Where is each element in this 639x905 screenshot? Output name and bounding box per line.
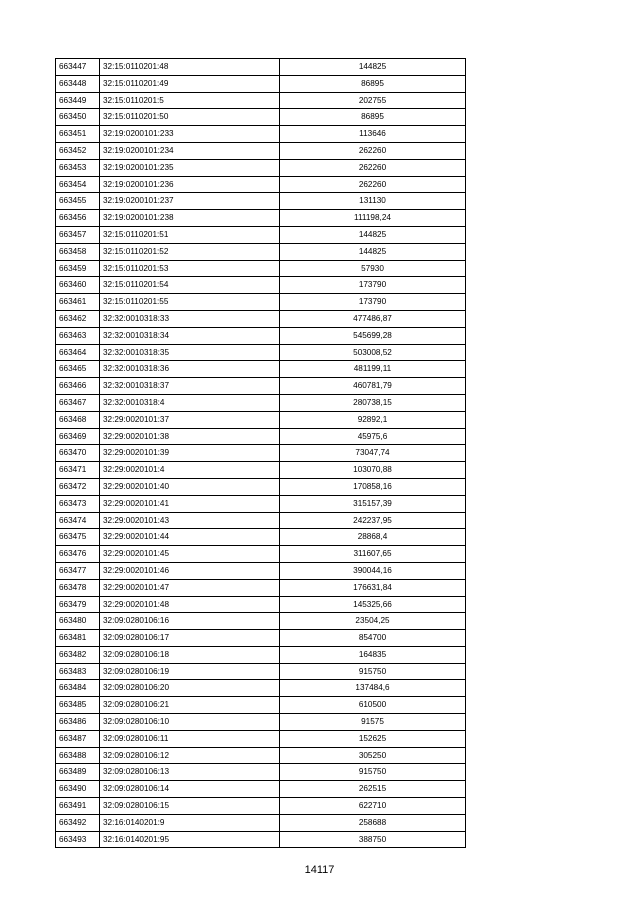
row-id-cell: 663460: [56, 277, 100, 294]
row-id-cell: 663493: [56, 831, 100, 848]
table-row: [56, 193, 466, 210]
value-cell: 460781,79: [280, 378, 466, 395]
value-cell: 145325,66: [280, 596, 466, 613]
row-id-cell: 663458: [56, 243, 100, 260]
value-cell: 262260: [280, 142, 466, 159]
value-cell: 144825: [280, 226, 466, 243]
cadastral-number-cell: 32:29:0020101:41: [100, 495, 280, 512]
cadastral-number-cell: 32:19:0200101:236: [100, 176, 280, 193]
cadastral-value-table: [55, 58, 466, 848]
cadastral-number-cell: 32:29:0020101:48: [100, 596, 280, 613]
table-row: [56, 210, 466, 227]
row-id-cell: 663453: [56, 159, 100, 176]
value-cell: 57930: [280, 260, 466, 277]
cadastral-number-cell: 32:09:0280106:21: [100, 697, 280, 714]
value-cell: 258688: [280, 814, 466, 831]
row-id-cell: 663448: [56, 75, 100, 92]
value-cell: 173790: [280, 277, 466, 294]
row-id-cell: 663459: [56, 260, 100, 277]
row-id-cell: 663491: [56, 798, 100, 815]
row-id-cell: 663451: [56, 126, 100, 143]
row-id-cell: 663485: [56, 697, 100, 714]
table-row: [56, 277, 466, 294]
table-row: [56, 495, 466, 512]
row-id-cell: 663462: [56, 310, 100, 327]
cadastral-number-cell: 32:29:0020101:45: [100, 546, 280, 563]
cadastral-number-cell: 32:09:0280106:16: [100, 613, 280, 630]
row-id-cell: 663450: [56, 109, 100, 126]
row-id-cell: 663471: [56, 462, 100, 479]
table-row: [56, 428, 466, 445]
cadastral-number-cell: 32:15:0110201:52: [100, 243, 280, 260]
value-cell: 73047,74: [280, 445, 466, 462]
cadastral-number-cell: 32:19:0200101:235: [100, 159, 280, 176]
cadastral-number-cell: 32:09:0280106:12: [100, 747, 280, 764]
table-row: [56, 462, 466, 479]
cadastral-number-cell: 32:09:0280106:17: [100, 630, 280, 647]
value-cell: 481199,11: [280, 361, 466, 378]
row-id-cell: 663470: [56, 445, 100, 462]
value-cell: 503008,52: [280, 344, 466, 361]
row-id-cell: 663492: [56, 814, 100, 831]
cadastral-number-cell: 32:32:0010318:36: [100, 361, 280, 378]
cadastral-number-cell: 32:15:0110201:48: [100, 59, 280, 76]
value-cell: 477486,87: [280, 310, 466, 327]
cadastral-number-cell: 32:15:0110201:5: [100, 92, 280, 109]
table-row: [56, 630, 466, 647]
value-cell: 164835: [280, 646, 466, 663]
table-row: [56, 394, 466, 411]
value-cell: 854700: [280, 630, 466, 647]
row-id-cell: 663473: [56, 495, 100, 512]
cadastral-number-cell: 32:29:0020101:44: [100, 529, 280, 546]
cadastral-number-cell: 32:19:0200101:233: [100, 126, 280, 143]
row-id-cell: 663447: [56, 59, 100, 76]
row-id-cell: 663456: [56, 210, 100, 227]
table-row: [56, 781, 466, 798]
table-row: [56, 814, 466, 831]
value-cell: 92892,1: [280, 411, 466, 428]
value-cell: 91575: [280, 714, 466, 731]
cadastral-number-cell: 32:32:0010318:35: [100, 344, 280, 361]
row-id-cell: 663472: [56, 478, 100, 495]
value-cell: 915750: [280, 764, 466, 781]
table-row: [56, 260, 466, 277]
value-cell: 131130: [280, 193, 466, 210]
row-id-cell: 663467: [56, 394, 100, 411]
table-row: [56, 764, 466, 781]
table-row: [56, 831, 466, 848]
table-row: [56, 411, 466, 428]
table-row: [56, 109, 466, 126]
cadastral-number-cell: 32:09:0280106:10: [100, 714, 280, 731]
page-number: 14117: [304, 864, 335, 876]
row-id-cell: 663466: [56, 378, 100, 395]
cadastral-number-cell: 32:15:0110201:55: [100, 294, 280, 311]
table-row: [56, 596, 466, 613]
value-cell: 311607,65: [280, 546, 466, 563]
value-cell: 23504,25: [280, 613, 466, 630]
table-row: [56, 344, 466, 361]
table-row: [56, 310, 466, 327]
table-row: [56, 294, 466, 311]
cadastral-number-cell: 32:32:0010318:34: [100, 327, 280, 344]
table-row: [56, 478, 466, 495]
value-cell: 45975,6: [280, 428, 466, 445]
row-id-cell: 663488: [56, 747, 100, 764]
cadastral-number-cell: 32:19:0200101:237: [100, 193, 280, 210]
row-id-cell: 663474: [56, 512, 100, 529]
value-cell: 170858,16: [280, 478, 466, 495]
table-row: [56, 361, 466, 378]
value-cell: 111198,24: [280, 210, 466, 227]
cadastral-number-cell: 32:15:0110201:51: [100, 226, 280, 243]
row-id-cell: 663487: [56, 730, 100, 747]
row-id-cell: 663482: [56, 646, 100, 663]
value-cell: 144825: [280, 59, 466, 76]
table-row: [56, 378, 466, 395]
row-id-cell: 663457: [56, 226, 100, 243]
table-row: [56, 798, 466, 815]
table-row: [56, 562, 466, 579]
row-id-cell: 663480: [56, 613, 100, 630]
value-cell: 262515: [280, 781, 466, 798]
cadastral-number-cell: 32:09:0280106:13: [100, 764, 280, 781]
value-cell: 262260: [280, 159, 466, 176]
value-cell: 545699,28: [280, 327, 466, 344]
value-cell: 280738,15: [280, 394, 466, 411]
value-cell: 610500: [280, 697, 466, 714]
table-body: [56, 59, 466, 848]
cadastral-number-cell: 32:29:0020101:38: [100, 428, 280, 445]
row-id-cell: 663476: [56, 546, 100, 563]
value-cell: 242237,95: [280, 512, 466, 529]
table-row: [56, 445, 466, 462]
table-row: [56, 327, 466, 344]
cadastral-number-cell: 32:15:0110201:53: [100, 260, 280, 277]
table-row: [56, 613, 466, 630]
table-row: [56, 579, 466, 596]
row-id-cell: 663454: [56, 176, 100, 193]
cadastral-number-cell: 32:19:0200101:238: [100, 210, 280, 227]
value-cell: 915750: [280, 663, 466, 680]
cadastral-number-cell: 32:15:0110201:49: [100, 75, 280, 92]
row-id-cell: 663463: [56, 327, 100, 344]
row-id-cell: 663484: [56, 680, 100, 697]
cadastral-number-cell: 32:29:0020101:40: [100, 478, 280, 495]
table-row: [56, 512, 466, 529]
value-cell: 103070,88: [280, 462, 466, 479]
table-row: [56, 142, 466, 159]
value-cell: 622710: [280, 798, 466, 815]
cadastral-number-cell: 32:32:0010318:4: [100, 394, 280, 411]
row-id-cell: 663486: [56, 714, 100, 731]
row-id-cell: 663464: [56, 344, 100, 361]
cadastral-number-cell: 32:29:0020101:46: [100, 562, 280, 579]
cadastral-number-cell: 32:32:0010318:37: [100, 378, 280, 395]
table-row: [56, 126, 466, 143]
cadastral-number-cell: 32:29:0020101:4: [100, 462, 280, 479]
value-cell: 86895: [280, 109, 466, 126]
row-id-cell: 663489: [56, 764, 100, 781]
value-cell: 152625: [280, 730, 466, 747]
value-cell: 144825: [280, 243, 466, 260]
row-id-cell: 663465: [56, 361, 100, 378]
value-cell: 113646: [280, 126, 466, 143]
value-cell: 390044,16: [280, 562, 466, 579]
row-id-cell: 663479: [56, 596, 100, 613]
table-row: [56, 697, 466, 714]
row-id-cell: 663452: [56, 142, 100, 159]
cadastral-number-cell: 32:09:0280106:18: [100, 646, 280, 663]
row-id-cell: 663461: [56, 294, 100, 311]
cadastral-number-cell: 32:29:0020101:43: [100, 512, 280, 529]
cadastral-number-cell: 32:09:0280106:20: [100, 680, 280, 697]
table-row: [56, 226, 466, 243]
value-cell: 315157,39: [280, 495, 466, 512]
cadastral-number-cell: 32:19:0200101:234: [100, 142, 280, 159]
value-cell: 176631,84: [280, 579, 466, 596]
table-row: [56, 663, 466, 680]
cadastral-number-cell: 32:29:0020101:47: [100, 579, 280, 596]
row-id-cell: 663449: [56, 92, 100, 109]
cadastral-number-cell: 32:15:0110201:54: [100, 277, 280, 294]
table-row: [56, 243, 466, 260]
table-row: [56, 59, 466, 76]
table-row: [56, 680, 466, 697]
row-id-cell: 663455: [56, 193, 100, 210]
cadastral-number-cell: 32:29:0020101:37: [100, 411, 280, 428]
table-row: [56, 714, 466, 731]
table-row: [56, 176, 466, 193]
cadastral-number-cell: 32:09:0280106:11: [100, 730, 280, 747]
cadastral-number-cell: 32:16:0140201:9: [100, 814, 280, 831]
table-row: [56, 529, 466, 546]
table-row: [56, 159, 466, 176]
cadastral-number-cell: 32:32:0010318:33: [100, 310, 280, 327]
value-cell: 262260: [280, 176, 466, 193]
cadastral-number-cell: 32:09:0280106:15: [100, 798, 280, 815]
table-row: [56, 730, 466, 747]
row-id-cell: 663468: [56, 411, 100, 428]
row-id-cell: 663490: [56, 781, 100, 798]
table-row: [56, 646, 466, 663]
cadastral-number-cell: 32:29:0020101:39: [100, 445, 280, 462]
value-cell: 388750: [280, 831, 466, 848]
value-cell: 305250: [280, 747, 466, 764]
table-row: [56, 546, 466, 563]
cadastral-number-cell: 32:09:0280106:19: [100, 663, 280, 680]
cadastral-number-cell: 32:09:0280106:14: [100, 781, 280, 798]
cadastral-number-cell: 32:16:0140201:95: [100, 831, 280, 848]
row-id-cell: 663475: [56, 529, 100, 546]
table-row: [56, 75, 466, 92]
value-cell: 173790: [280, 294, 466, 311]
row-id-cell: 663481: [56, 630, 100, 647]
value-cell: 28868,4: [280, 529, 466, 546]
row-id-cell: 663469: [56, 428, 100, 445]
row-id-cell: 663477: [56, 562, 100, 579]
cadastral-number-cell: 32:15:0110201:50: [100, 109, 280, 126]
row-id-cell: 663483: [56, 663, 100, 680]
value-cell: 86895: [280, 75, 466, 92]
row-id-cell: 663478: [56, 579, 100, 596]
table-row: [56, 92, 466, 109]
value-cell: 202755: [280, 92, 466, 109]
table-row: [56, 747, 466, 764]
value-cell: 137484,6: [280, 680, 466, 697]
